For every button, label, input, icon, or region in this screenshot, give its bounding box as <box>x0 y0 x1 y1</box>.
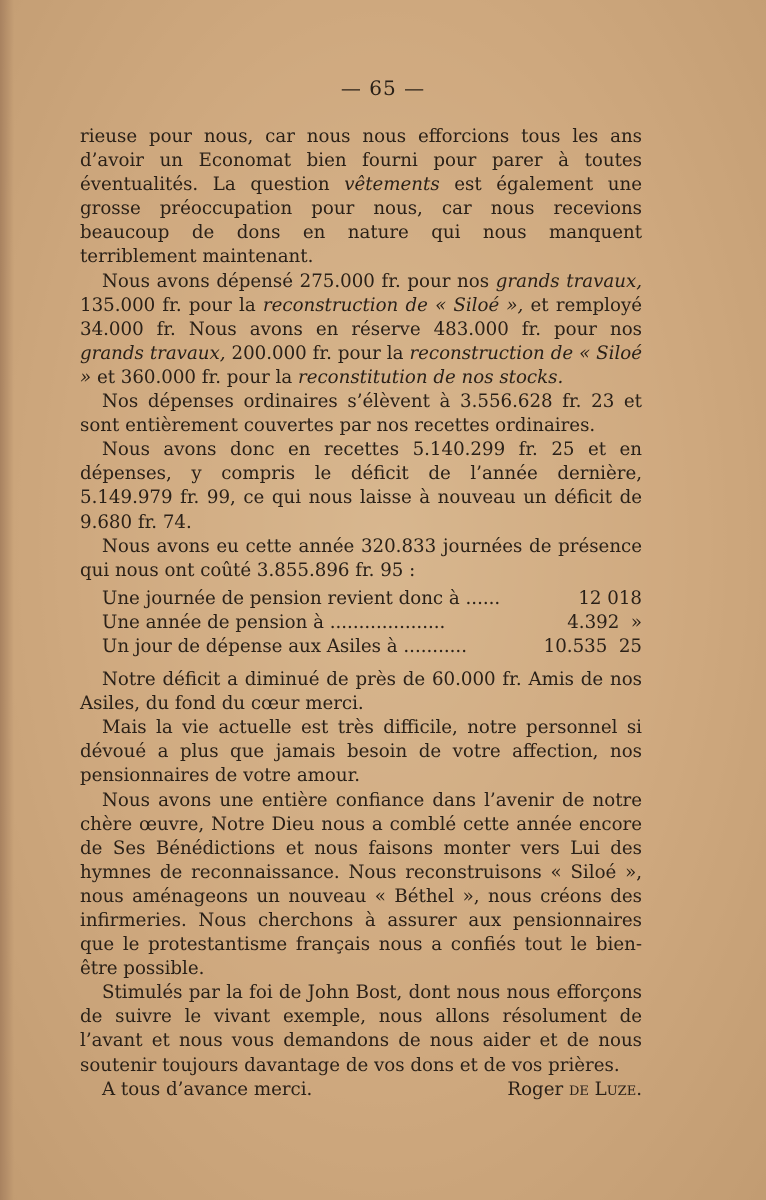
cost-row <box>80 635 642 659</box>
paragraph-1-tail: est également une grosse préoccupation pour nous, car nous recevions beaucoup de dons en nature qui nous manquent terriblement maintenant. <box>80 174 642 268</box>
paragraph-1-text: rieuse pour nous, car nous nous efforcions tous les ans d’avoir un Economat bien fourni pour parer à toutes éventualités. La question <box>80 126 642 196</box>
paragraph-2-text-b: 135.000 fr. pour la <box>80 294 256 316</box>
cost-row <box>80 587 642 611</box>
paragraph-2-italic-3: grands travaux, <box>80 342 226 364</box>
cost-row-label: Un jour de dépense aux Asiles à ........... <box>102 635 467 657</box>
paragraph-2-text-c: et remployé 34.000 fr. Nous avons en réserve 483.000 fr. pour nos <box>80 294 642 340</box>
closing-line <box>80 1078 642 1102</box>
paragraph-2-italic-2: reconstruction de « Siloé », <box>262 294 524 316</box>
paragraph-2 <box>80 270 642 390</box>
paragraph-4: Nous avons donc en recettes 5.140.299 fr. 25 et en dépenses, y compris le déficit de l’année dernière, 5.149.979 fr. 99, ce qui nous laisse à nouveau un déficit de 9.680 fr. 74. <box>80 439 642 533</box>
cost-table <box>80 587 642 659</box>
paragraph-3: Nos dépenses ordinaires s’élèvent à 3.556.628 fr. 23 et sont entièrement couvertes par nos recettes ordinaires. <box>80 391 642 437</box>
signature-particle: de Luze. <box>568 1078 642 1100</box>
signature-name: Roger <box>507 1078 564 1100</box>
paragraph-7: Mais la vie actuelle est très difficile, notre personnel si dévoué a plus que jamais besoin de votre affection, nos pensionnaires de votre amour. <box>80 717 642 787</box>
cost-row-value: 12 018 <box>578 587 642 609</box>
paragraph-8: Nous avons une entière confiance dans l’avenir de notre chère œuvre, Notre Dieu nous a comblé cette année encore de Ses Bénédictions et nous faisons monter vers Lui des hymnes de reconnaissance. Nous reconstruisons « Siloé », nous aménageons un nouveau « Béthel », nous créons des infirmeries. Nous cherchons à assurer aux pensionnaires que le protestantisme français nous a confiés tout le bien-être possible. <box>80 789 642 980</box>
paragraph-1 <box>80 125 642 270</box>
cost-row <box>80 611 642 635</box>
closing-text: A tous d’avance merci. <box>102 1078 313 1100</box>
paragraph-2-text-d: 200.000 fr. pour la <box>231 342 404 364</box>
paragraph-2-italic-1: grands travaux, <box>495 270 642 292</box>
paragraph-2-text-e: et 360.000 fr. pour la <box>96 366 293 388</box>
paragraph-2-italic-5: reconstitution de nos stocks. <box>298 366 564 388</box>
signature <box>507 1078 642 1102</box>
cost-row-value: 10.535 25 <box>543 635 642 657</box>
paragraph-1-italic: vêtements <box>344 174 440 196</box>
paragraph-2-text-a: Nous avons dépensé 275.000 fr. pour nos <box>102 270 490 292</box>
paragraph-5: Nous avons eu cette année 320.833 journées de présence qui nous ont coûté 3.855.896 fr. 95 : <box>80 535 642 581</box>
paragraph-6: Notre déficit a diminué de près de 60.000 fr. Amis de nos Asiles, du fond du cœur merci. <box>80 669 642 715</box>
cost-row-value: 4.392 » <box>567 611 642 633</box>
body-text <box>80 125 642 1102</box>
paragraph-2-italic-4: reconstruction de « Siloé » <box>80 342 642 388</box>
cost-row-label: Une journée de pension revient donc à ...... <box>102 587 501 609</box>
paragraph-9: Stimulés par la foi de John Bost, dont nous nous efforçons de suivre le vivant exemple, nous allons résolument de l’avant et nous vous demandons de nous aider et de nous soutenir toujours davantage de vos dons et de vos prières. <box>80 982 642 1076</box>
cost-row-label: Une année de pension à .................... <box>102 611 446 633</box>
page-number: — 65 — <box>340 76 426 100</box>
